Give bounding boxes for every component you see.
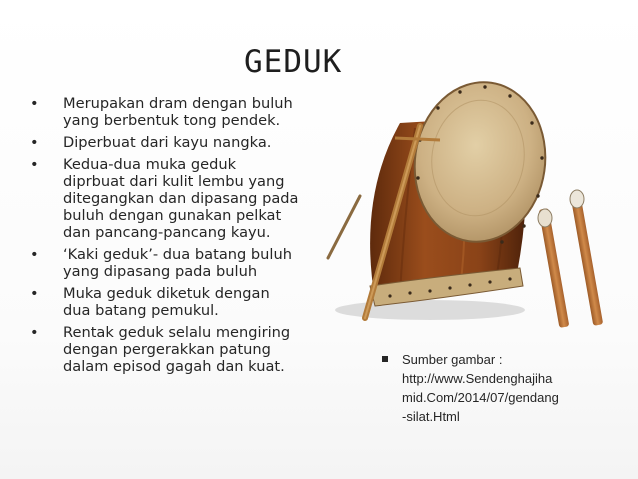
bullet-dot-icon: • — [30, 285, 39, 302]
bullet-line: Rentak geduk selalu mengiring — [63, 324, 291, 341]
source-line: mid.Com/2014/07/gendang — [402, 390, 559, 405]
bullet-line: dua batang pemukul. — [63, 302, 219, 319]
bullet-line: diprbuat dari kulit lembu yang — [63, 173, 285, 190]
bullet-line: Kedua-dua muka geduk — [63, 156, 237, 173]
bullet-dot-icon: • — [30, 95, 39, 112]
bullet-line: dengan pergerakkan patung — [63, 341, 271, 358]
bullet-line: dan pancang-pancang kayu. — [63, 224, 271, 241]
source-line: http://www.Sendenghajiha — [402, 371, 553, 386]
bullet-line: dalam episod gagah dan kuat. — [63, 358, 285, 375]
bullet-item — [30, 324, 320, 375]
bullet-line: buluh dengan gunakan pelkat — [63, 207, 282, 224]
bullet-dot-icon: • — [30, 324, 39, 341]
source-text — [402, 350, 602, 426]
bullet-item — [30, 246, 320, 280]
bullet-item — [30, 285, 320, 319]
bullet-dot-icon: • — [30, 246, 39, 263]
bullet-dot-icon: • — [30, 156, 39, 173]
bullet-line: yang berbentuk tong pendek. — [63, 112, 281, 129]
slide-title: GEDUK — [244, 44, 343, 80]
source-line: -silat.Html — [402, 409, 460, 424]
square-bullet-icon — [382, 356, 388, 362]
bullet-dot-icon: • — [30, 134, 39, 151]
bullet-line: yang dipasang pada buluh — [63, 263, 258, 280]
bullet-line: ‘Kaki geduk’- dua batang buluh — [63, 246, 292, 263]
bullet-line: Muka geduk diketuk dengan — [63, 285, 270, 302]
source-line: Sumber gambar : — [402, 352, 503, 367]
bullet-item — [30, 134, 320, 151]
bullet-item — [30, 156, 320, 241]
bullet-list — [30, 95, 320, 380]
bullet-line: Merupakan dram dengan buluh — [63, 95, 293, 112]
image-source-credit — [382, 350, 622, 426]
bullet-item — [30, 95, 320, 129]
geduk-drum-image — [320, 78, 638, 328]
bullet-line: ditegangkan dan dipasang pada — [63, 190, 299, 207]
bullet-line: Diperbuat dari kayu nangka. — [63, 134, 272, 151]
